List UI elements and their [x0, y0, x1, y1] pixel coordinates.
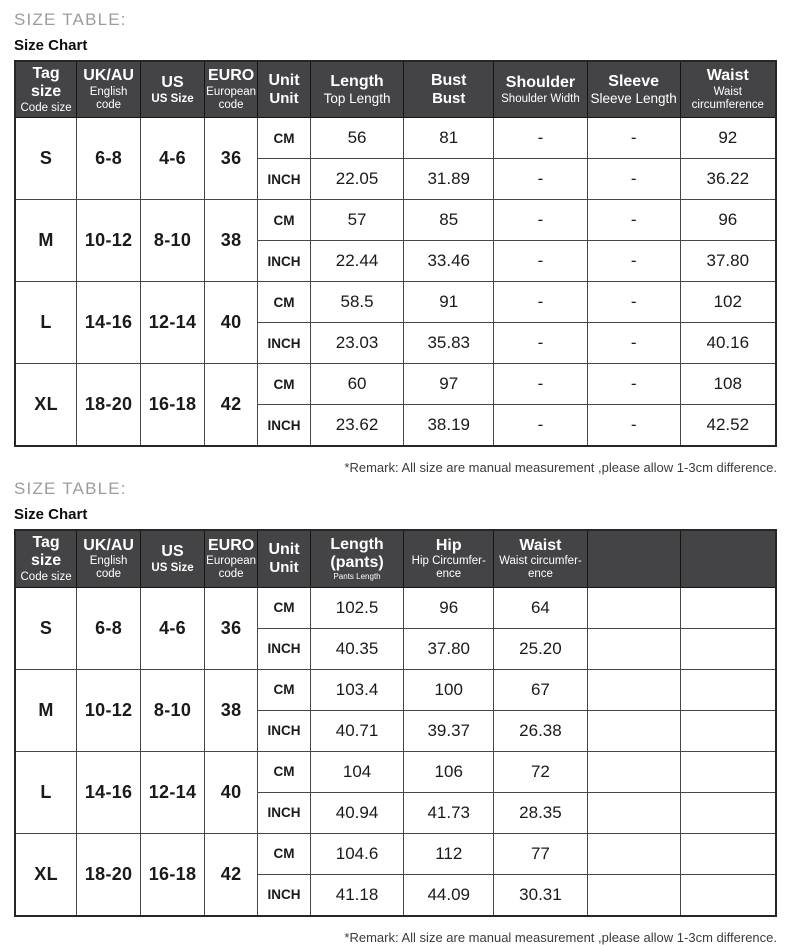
- value-cell: [680, 792, 776, 833]
- us-cell: 4-6: [141, 587, 205, 669]
- value-cell: -: [494, 405, 588, 447]
- col-header-shoulder: [494, 61, 588, 118]
- unit-cell: CM: [258, 364, 311, 405]
- col-header-sub: Code size: [20, 101, 72, 114]
- euro-cell: 36: [204, 118, 257, 200]
- unit-cell: INCH: [258, 241, 311, 282]
- value-cell: 72: [494, 751, 588, 792]
- uk-au-cell: 14-16: [77, 751, 141, 833]
- col-header-sub: European code: [206, 555, 257, 581]
- col-header-euro: [204, 61, 257, 118]
- value-cell: 57: [310, 200, 404, 241]
- size-row-cm: [15, 282, 776, 323]
- value-cell: [680, 751, 776, 792]
- value-cell: [680, 710, 776, 751]
- value-cell: 41.18: [310, 874, 404, 916]
- value-cell: [680, 587, 776, 628]
- unit-cell: CM: [258, 669, 311, 710]
- col-header-sleeve: [587, 61, 680, 118]
- col-header-sub: English code: [89, 555, 128, 581]
- value-cell: [680, 833, 776, 874]
- value-cell: 23.03: [310, 323, 404, 364]
- value-cell: 96: [404, 587, 494, 628]
- size-chart-table-top: [14, 60, 777, 448]
- tag-size-cell: L: [15, 282, 77, 364]
- col-header-uk-au: [77, 530, 141, 587]
- value-cell: 38.19: [404, 405, 494, 447]
- value-cell: -: [494, 323, 588, 364]
- col-header-length: [310, 61, 404, 118]
- value-cell: -: [587, 282, 680, 323]
- col-header-length-pants: [310, 530, 404, 587]
- value-cell: 31.89: [404, 159, 494, 200]
- col-header-main: UK/AU: [83, 536, 134, 554]
- col-header-sub: Pants Length: [333, 571, 381, 581]
- col-header-sub: Waist circumference: [691, 86, 764, 111]
- uk-au-cell: 6-8: [77, 118, 141, 200]
- col-header-waist: [680, 61, 776, 118]
- value-cell: [680, 628, 776, 669]
- us-cell: 12-14: [141, 282, 205, 364]
- header-row: [15, 530, 776, 587]
- value-cell: -: [587, 118, 680, 159]
- euro-cell: 38: [204, 669, 257, 751]
- value-cell: 42.52: [680, 405, 776, 447]
- value-cell: 37.80: [680, 241, 776, 282]
- value-cell: 104: [310, 751, 404, 792]
- col-header-main: US: [161, 73, 184, 91]
- col-header-main: Length: [330, 72, 384, 90]
- euro-cell: 40: [204, 751, 257, 833]
- value-cell: 37.80: [404, 628, 494, 669]
- col-header-main: Sleeve: [608, 72, 659, 90]
- us-cell: 16-18: [141, 833, 205, 916]
- header-row: [15, 61, 776, 118]
- size-row-cm: [15, 833, 776, 874]
- unit-cell: INCH: [258, 792, 311, 833]
- tag-size-cell: XL: [15, 364, 77, 447]
- col-header-main: Hip: [435, 536, 462, 554]
- value-cell: 64: [494, 587, 588, 628]
- value-cell: 60: [310, 364, 404, 405]
- value-cell: 97: [404, 364, 494, 405]
- value-cell: 28.35: [494, 792, 588, 833]
- col-header-hip: [404, 530, 494, 587]
- col-header-sub: Unit: [269, 89, 299, 107]
- col-header-sub: Bust: [432, 89, 466, 107]
- value-cell: [587, 710, 680, 751]
- value-cell: 100: [404, 669, 494, 710]
- value-cell: 102: [680, 282, 776, 323]
- tag-size-cell: XL: [15, 833, 77, 916]
- value-cell: [587, 669, 680, 710]
- value-cell: 36.22: [680, 159, 776, 200]
- value-cell: 40.35: [310, 628, 404, 669]
- value-cell: -: [494, 282, 588, 323]
- col-header-main: US: [161, 543, 184, 561]
- value-cell: 81: [404, 118, 494, 159]
- col-header-tag-size: [15, 530, 77, 587]
- uk-au-cell: 10-12: [77, 200, 141, 282]
- col-header-euro: [204, 530, 257, 587]
- value-cell: 22.05: [310, 159, 404, 200]
- col-header-us: [141, 530, 205, 587]
- euro-cell: 42: [204, 364, 257, 447]
- value-cell: 41.73: [404, 792, 494, 833]
- uk-au-cell: 6-8: [77, 587, 141, 669]
- unit-cell: INCH: [258, 710, 311, 751]
- col-header-main: EURO: [208, 67, 255, 85]
- col-header-main: Unit: [268, 71, 300, 89]
- value-cell: [680, 669, 776, 710]
- col-header-sub: Top Length: [323, 91, 391, 107]
- value-cell: -: [587, 159, 680, 200]
- col-header-uk-au: [77, 61, 141, 118]
- col-header-tag-size: [15, 61, 77, 118]
- size-chart-subheading: Size Chart: [14, 36, 88, 54]
- unit-cell: INCH: [258, 628, 311, 669]
- remark-text: *Remark: All size are manual measurement ,please allow 1-3cm difference.: [344, 929, 777, 945]
- unit-cell: INCH: [258, 405, 311, 447]
- value-cell: 40.16: [680, 323, 776, 364]
- value-cell: 33.46: [404, 241, 494, 282]
- tag-size-cell: M: [15, 669, 77, 751]
- value-cell: -: [494, 241, 588, 282]
- col-header-waist: [494, 530, 588, 587]
- value-cell: -: [494, 200, 588, 241]
- value-cell: 102.5: [310, 587, 404, 628]
- col-header-main: Shoulder: [505, 73, 576, 91]
- size-row-cm: [15, 751, 776, 792]
- size-row-cm: [15, 118, 776, 159]
- col-header-unit: [258, 530, 311, 587]
- value-cell: 39.37: [404, 710, 494, 751]
- size-row-cm: [15, 200, 776, 241]
- col-header-main: EURO: [208, 536, 255, 554]
- col-header-sub: Sleeve Length: [590, 91, 677, 107]
- value-cell: -: [587, 241, 680, 282]
- unit-cell: INCH: [258, 323, 311, 364]
- euro-cell: 42: [204, 833, 257, 916]
- value-cell: [587, 751, 680, 792]
- size-chart-table-pants: [14, 529, 777, 917]
- value-cell: -: [494, 159, 588, 200]
- col-header-main: Waist: [519, 536, 562, 554]
- value-cell: 103.4: [310, 669, 404, 710]
- value-cell: -: [587, 323, 680, 364]
- col-header-sub: Shoulder Width: [501, 92, 580, 105]
- size-row-cm: [15, 669, 776, 710]
- value-cell: 96: [680, 200, 776, 241]
- unit-cell: INCH: [258, 159, 311, 200]
- col-header-sub: US Size: [151, 561, 194, 574]
- value-cell: 56: [310, 118, 404, 159]
- value-cell: 106: [404, 751, 494, 792]
- tag-size-cell: S: [15, 118, 77, 200]
- tag-size-cell: L: [15, 751, 77, 833]
- size-chart-subheading: Size Chart: [14, 506, 88, 524]
- value-cell: 108: [680, 364, 776, 405]
- value-cell: 26.38: [494, 710, 588, 751]
- remark-text: *Remark: All size are manual measurement ,please allow 1-3cm difference.: [344, 460, 777, 476]
- value-cell: 22.44: [310, 241, 404, 282]
- value-cell: 85: [404, 200, 494, 241]
- col-header-sub: English code: [89, 86, 128, 111]
- euro-cell: 40: [204, 282, 257, 364]
- value-cell: 23.62: [310, 405, 404, 447]
- value-cell: 91: [404, 282, 494, 323]
- us-cell: 8-10: [141, 200, 205, 282]
- uk-au-cell: 10-12: [77, 669, 141, 751]
- col-header-sub: US Size: [151, 92, 194, 105]
- value-cell: 40.71: [310, 710, 404, 751]
- size-table-section-pants: [14, 480, 777, 944]
- value-cell: -: [494, 364, 588, 405]
- col-header-main: Tag size: [30, 534, 62, 569]
- unit-cell: CM: [258, 200, 311, 241]
- col-header-bust: [404, 61, 494, 118]
- value-cell: [587, 628, 680, 669]
- size-table-heading: SIZE TABLE:: [14, 10, 127, 29]
- col-header-main: Tag size: [30, 64, 62, 100]
- value-cell: -: [587, 405, 680, 447]
- value-cell: 77: [494, 833, 588, 874]
- col-header-sub: Waist circumfer- ence: [499, 555, 582, 581]
- uk-au-cell: 18-20: [77, 833, 141, 916]
- col-header-sub: Hip Circumfer- ence: [411, 555, 486, 581]
- uk-au-cell: 14-16: [77, 282, 141, 364]
- unit-cell: CM: [258, 751, 311, 792]
- euro-cell: 36: [204, 587, 257, 669]
- value-cell: -: [494, 118, 588, 159]
- unit-cell: CM: [258, 833, 311, 874]
- us-cell: 12-14: [141, 751, 205, 833]
- size-row-cm: [15, 364, 776, 405]
- size-table-heading: SIZE TABLE:: [14, 479, 127, 499]
- value-cell: 25.20: [494, 628, 588, 669]
- value-cell: 44.09: [404, 874, 494, 916]
- value-cell: -: [587, 364, 680, 405]
- col-header-empty-col-1: [587, 530, 680, 587]
- value-cell: 35.83: [404, 323, 494, 364]
- value-cell: 30.31: [494, 874, 588, 916]
- us-cell: 4-6: [141, 118, 205, 200]
- col-header-sub: Unit: [269, 558, 299, 576]
- value-cell: [587, 833, 680, 874]
- unit-cell: INCH: [258, 874, 311, 916]
- col-header-main: Waist: [706, 67, 749, 85]
- uk-au-cell: 18-20: [77, 364, 141, 447]
- size-row-cm: [15, 587, 776, 628]
- tag-size-cell: S: [15, 587, 77, 669]
- value-cell: -: [587, 200, 680, 241]
- unit-cell: CM: [258, 587, 311, 628]
- col-header-us: [141, 61, 205, 118]
- us-cell: 16-18: [141, 364, 205, 447]
- col-header-main: Unit: [268, 541, 300, 559]
- col-header-main: Length (pants): [330, 536, 384, 571]
- col-header-main: UK/AU: [83, 67, 134, 85]
- value-cell: 40.94: [310, 792, 404, 833]
- value-cell: 58.5: [310, 282, 404, 323]
- value-cell: [587, 587, 680, 628]
- us-cell: 8-10: [141, 669, 205, 751]
- col-header-unit: [258, 61, 311, 118]
- unit-cell: CM: [258, 282, 311, 323]
- value-cell: [587, 792, 680, 833]
- value-cell: 67: [494, 669, 588, 710]
- col-header-sub: Code size: [20, 570, 72, 583]
- value-cell: 112: [404, 833, 494, 874]
- euro-cell: 38: [204, 200, 257, 282]
- col-header-main: Bust: [430, 71, 467, 89]
- unit-cell: CM: [258, 118, 311, 159]
- value-cell: 92: [680, 118, 776, 159]
- col-header-sub: European code: [206, 86, 257, 111]
- value-cell: 104.6: [310, 833, 404, 874]
- tag-size-cell: M: [15, 200, 77, 282]
- size-table-section-top: [14, 11, 777, 475]
- col-header-empty-col-2: [680, 530, 776, 587]
